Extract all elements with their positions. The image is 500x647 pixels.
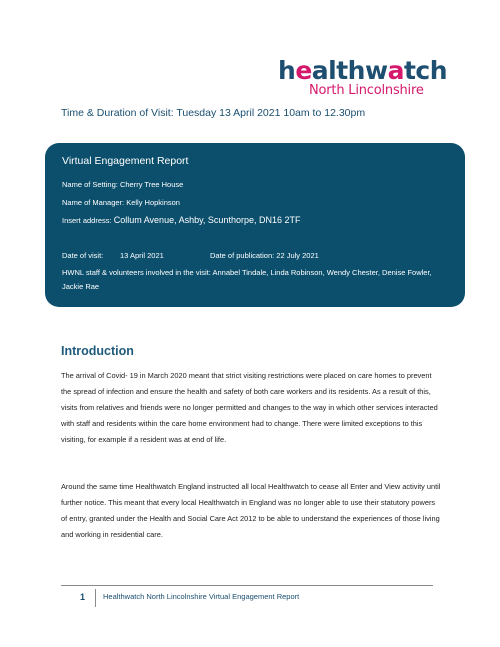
setting-name: Name of Setting: Cherry Tree House — [62, 180, 184, 189]
intro-paragraph-1: The arrival of Covid- 19 in March 2020 meant that strict visiting restrictions were placed on care homes to prevent the spread of infection and ensure the health and safety of both care workers and its residents. As a result of this, visits from relatives and friends were no longer permitted and changes to the way in which other services interacted with staff and residents within the care home environment had to change. There were limited exceptions to this visiting, for example if a resident was at end of life. — [61, 371, 438, 444]
logo-part: h — [278, 56, 296, 85]
report-info-card — [45, 143, 465, 307]
publication-date: Date of publication: 22 July 2021 — [210, 251, 319, 260]
healthwatch-logo — [278, 56, 448, 100]
staff-volunteers: HWNL staff & volunteers involved in the visit: Annabel Tindale, Linda Robinson, Wendy Chester, Denise Fowler, Jackie Rae — [62, 268, 432, 291]
manager-name: Name of Manager: Kelly Hopkinson — [62, 198, 180, 207]
address-label: Insert address: — [62, 216, 114, 225]
logo-subtitle: North Lincolnshire — [309, 83, 424, 98]
logo-part-accent: a — [387, 56, 404, 85]
visit-date-label: Date of visit: — [62, 251, 104, 260]
address-line — [62, 215, 300, 225]
logo-part: althw — [311, 56, 388, 85]
card-title: Virtual Engagement Report — [62, 155, 189, 167]
page-number: 1 — [80, 592, 86, 602]
intro-paragraph-2: Around the same time Healthwatch England instructed all local Healthwatch to cease all Enter and View activity until further notice. This meant that every local Healthwatch in England was no longer able to use their statutory powers of entry, granted under the Health and Social Care Act 2012 to be able to understand the experiences of those living and working in residential care. — [61, 482, 441, 539]
logo-wordmark — [278, 58, 447, 84]
footer-separator — [95, 589, 96, 607]
visit-date-value: 13 April 2021 — [120, 251, 164, 260]
introduction-heading: Introduction — [61, 344, 134, 358]
address-value: Collum Avenue, Ashby, Scunthorpe, DN16 2TF — [113, 215, 301, 225]
logo-part-accent: e — [295, 56, 312, 85]
footer-title: Healthwatch North Lincolnshire Virtual Engagement Report — [103, 592, 300, 601]
footer-divider — [61, 585, 433, 586]
logo-part: tch — [403, 56, 448, 85]
visit-time-heading: Time & Duration of Visit: Tuesday 13 April 2021 10am to 12.30pm — [61, 107, 366, 119]
